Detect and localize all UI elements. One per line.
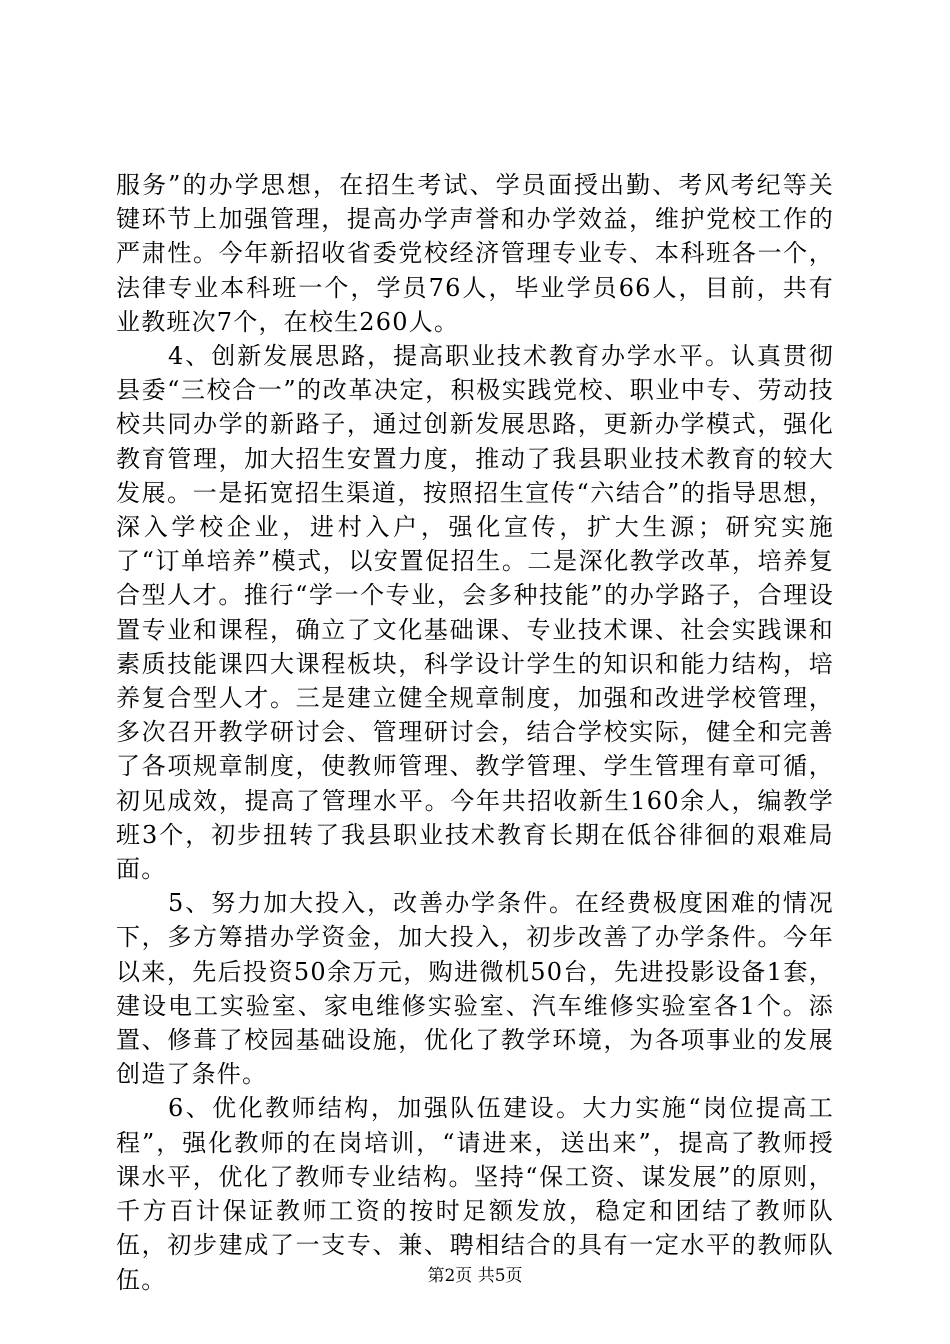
page-number-footer: 第2页 共5页	[427, 1266, 523, 1286]
paragraph-3: 5、努力加大投入，改善办学条件。在经费极度困难的情况下，多方筹措办学资金，加大投入，初步改善了办学条件。今年以来，先后投资50余万元，购进微机50台，先进投影设备1套，建设电工实验室、家电维修实验室、汽车维修实验室各1个。添置、修葺了校园基础设施，优化了教学环境，为各项事业的发展创造了条件。	[116, 889, 834, 1089]
paragraph-1: 服务”的办学思想，在招生考试、学员面授出勤、考风考纪等关键环节上加强管理，提高办学声誉和办学效益，维护党校工作的严肃性。今年新招收省委党校经济管理专业专、本科班各一个，法律专业本科班一个，学员76人，毕业学员66人，目前，共有业教班次7个，在校生260人。	[116, 171, 834, 336]
paragraph-4: 6、优化教师结构，加强队伍建设。大力实施“岗位提高工程”，强化教师的在岗培训，“请进来，送出来”，提高了教师授课水平，优化了教师专业结构。坚持“保工资、谋发展”的原则，千方百计保证教师工资的按时足额发放，稳定和团结了教师队伍，初步建成了一支专、兼、聘相结合的具有一定水平的教师队伍。	[116, 1094, 834, 1294]
document-body	[116, 168, 834, 1297]
paragraph-2: 4、创新发展思路，提高职业技术教育办学水平。认真贯彻县委“三校合一”的改革决定，积极实践党校、职业中专、劳动技校共同办学的新路子，通过创新发展思路，更新办学模式，强化教育管理，加大招生安置力度，推动了我县职业技术教育的较大发展。一是拓宽招生渠道，按照招生宣传“六结合”的指导思想，深入学校企业，进村入户，强化宣传，扩大生源；研究实施了“订单培养”模式，以安置促招生。二是深化教学改革，培养复合型人才。推行“学一个专业，会多种技能”的办学路子，合理设置专业和课程，确立了文化基础课、专业技术课、社会实践课和素质技能课四大课程板块，科学设计学生的知识和能力结构，培养复合型人才。三是建立健全规章制度，加强和改进学校管理，多次召开教学研讨会、管理研讨会，结合学校实际，健全和完善了各项规章制度，使教师管理、教学管理、学生管理有章可循，初见成效，提高了管理水平。今年共招收新生160余人，编教学班3个，初步扭转了我县职业技术教育长期在低谷徘徊的艰难局面。	[116, 342, 834, 884]
